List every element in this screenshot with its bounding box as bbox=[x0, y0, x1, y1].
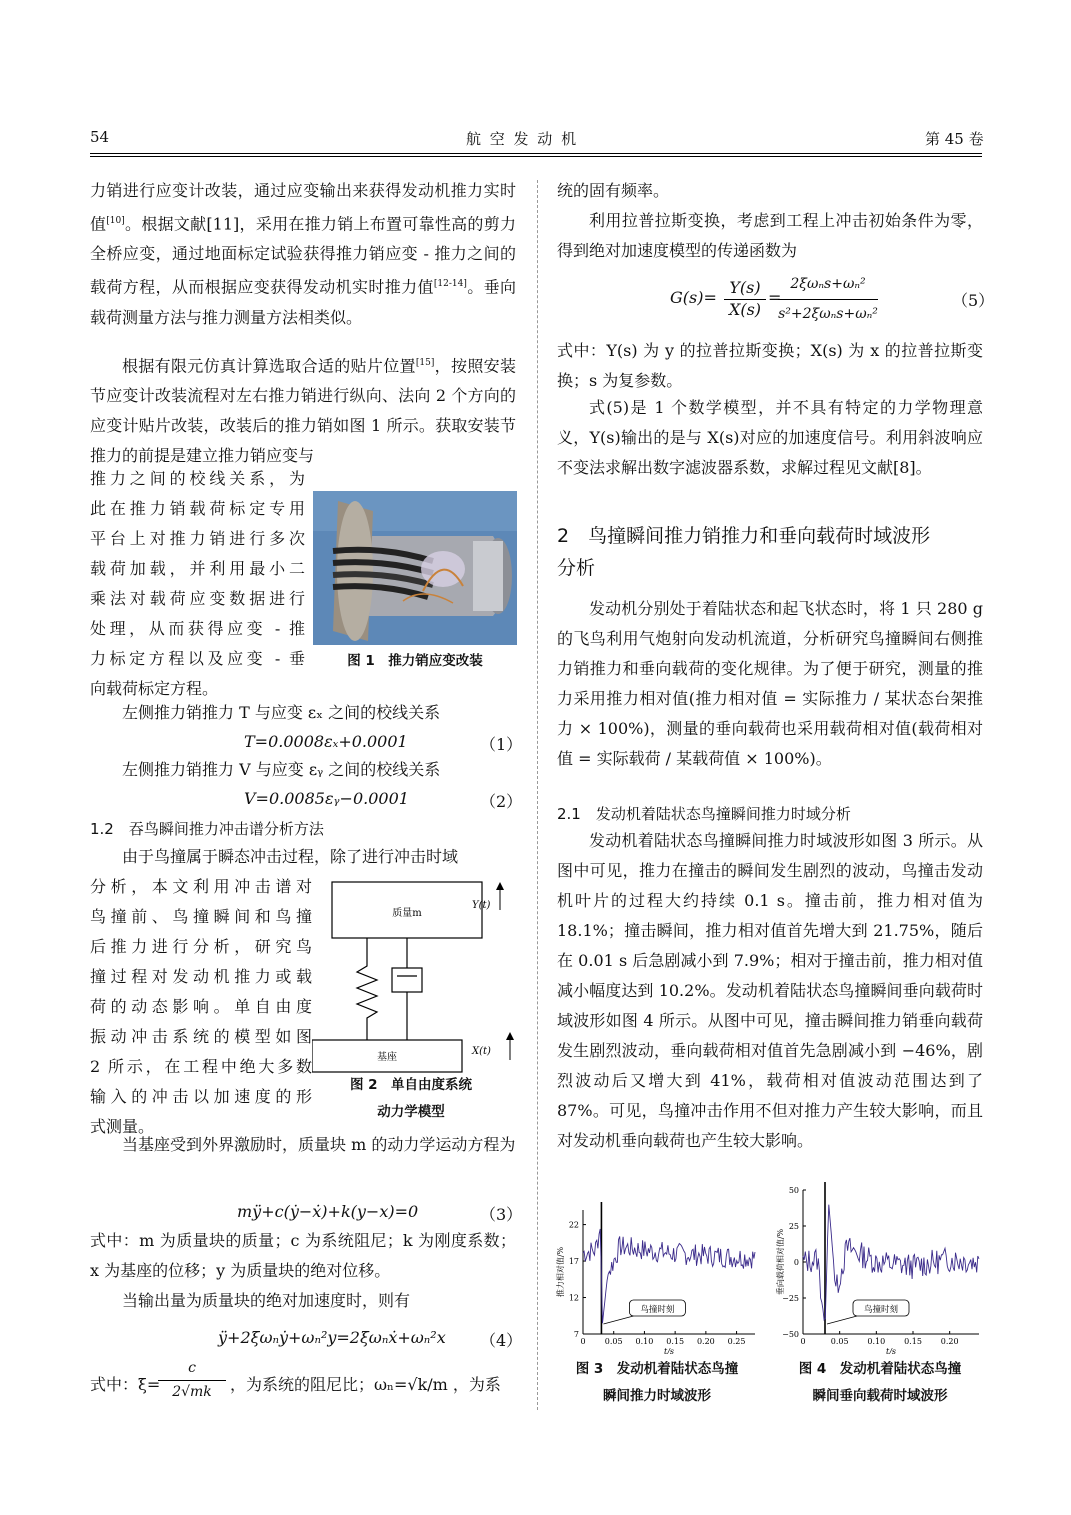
section-2-1-heading: 2.1 发动机着陆状态鸟撞瞬间推力时域分析 bbox=[557, 805, 851, 823]
x-tick-label: 0.15 bbox=[904, 1337, 922, 1346]
left-para-3-line-2: 后推力进行分析，研究鸟 bbox=[90, 937, 312, 956]
left-para-2-wrap bbox=[90, 464, 305, 704]
x-tick-label: 0.10 bbox=[635, 1337, 654, 1346]
fig2-x-label: X(t) bbox=[472, 1046, 491, 1057]
equation-2-number: （2） bbox=[480, 792, 523, 811]
left-para-5: 式中：m 为质量块的质量；c 为系统阻尼；k 为刚度系数；x 为基座的位移；y 为质量块的绝对位移。 bbox=[90, 1231, 516, 1280]
x-tick-label: 0.20 bbox=[696, 1337, 715, 1346]
right-para-6: 发动机着陆状态鸟撞瞬间推力时域波形如图 3 所示。从图中可见，推力在撞击的瞬间发生剧烈的波动，鸟撞击发动机叶片的过程大约持续 0.1 s。撞击前，推力相对值为 18.1%；撞击瞬间，推力相对值首先增大到 21.75%，随后在 0.01 s 后急剧减小到 7.9%；相对于撞击前，推力相对值减小幅度达到 10.2%。发动机着陆状态鸟撞瞬间垂向载荷时域波形如图 4 所示。从图中可见，撞击瞬间推力销垂向载荷发生剧烈波动，垂向载荷相对值首先急剧减小到 −46%，剧烈波动后又增大到 41%，载荷相对值波动范围达到了 87%。可见，鸟撞冲击作用不但对推力产生较大影响，而且对发动机垂向载荷也产生较大影响。 bbox=[557, 831, 983, 1150]
y-tick-label: 12 bbox=[568, 1293, 579, 1303]
left-para-2-line-2: 平台上对推力销进行多次 bbox=[90, 529, 305, 548]
equation-1: T=0.0008εₓ+0.0001 bbox=[244, 732, 408, 751]
equation-4: ÿ+2ξωₙẏ+ωₙ²y=2ξωₙẋ+ωₙ²x bbox=[218, 1328, 446, 1347]
x-tick-label: 0.20 bbox=[940, 1337, 959, 1346]
eq1-intro: 左侧推力销推力 T 与应变 εₓ 之间的校线关系 bbox=[122, 703, 441, 722]
x-tick-label: 0 bbox=[800, 1337, 806, 1346]
annotation-label: 鸟撞时刻 bbox=[640, 1305, 675, 1315]
x-tick-label: 0.05 bbox=[830, 1337, 849, 1346]
left-para-3-line-7: 输入的冲击以加速度的形 bbox=[90, 1087, 312, 1106]
left-para-3-line-6: 2 所示，在工程中绝大多数 bbox=[90, 1057, 312, 1076]
left-para-3-line-4: 荷的动态影响。单自由度 bbox=[90, 997, 312, 1016]
y-axis-label: 推力相对值/% bbox=[556, 1246, 565, 1298]
page-number: 54 bbox=[90, 128, 110, 146]
right-para-2: 利用拉普拉斯变换，考虑到工程上冲击初始条件为零，得到绝对加速度模型的传递函数为 bbox=[557, 211, 983, 260]
left-para-3-line-1: 鸟撞前、鸟撞瞬间和鸟撞 bbox=[90, 907, 312, 926]
y-tick-label: 0 bbox=[793, 1258, 799, 1267]
eq2-intro: 左侧推力销推力 V 与应变 εᵧ 之间的校线关系 bbox=[122, 760, 441, 779]
left-para-2-line-6: 力标定方程以及应变 - 垂 bbox=[90, 649, 305, 668]
x-axis-label: t/s bbox=[663, 1347, 675, 1354]
left-para-3-line-3: 撞过程对发动机推力或载 bbox=[90, 967, 312, 986]
figure-1-photo bbox=[313, 491, 517, 645]
x-axis-label: t/s bbox=[885, 1347, 897, 1354]
volume-label: 第 45 卷 bbox=[925, 130, 984, 148]
left-para-4: 当基座受到外界激励时，质量块 m 的动力学运动方程为 bbox=[122, 1135, 516, 1154]
x-tick-label: 0.05 bbox=[604, 1337, 623, 1346]
figure-4-caption: 图 4 发动机着陆状态鸟撞 瞬间垂向载荷时域波形 bbox=[798, 1361, 962, 1404]
y-tick-label: 7 bbox=[573, 1330, 579, 1339]
figure-4-chart bbox=[765, 1182, 983, 1354]
right-para-4: 式(5)是 1 个数学模型，并不具有特定的力学物理意义，Y(s)输出的是与 X(s)对应的加速度信号。利用斜波响应不变法求解出数字滤波器系数，求解过程见文献[8]。 bbox=[557, 398, 983, 477]
equation-1-number: （1） bbox=[480, 735, 523, 754]
left-para-2-line-1: 此在推力销载荷标定专用 bbox=[90, 499, 305, 518]
annotation-pointer bbox=[827, 1316, 857, 1324]
figure-1-caption: 图 1 推力销应变改装 bbox=[347, 653, 483, 669]
x-tick-label: 0.25 bbox=[727, 1337, 746, 1346]
left-para-3-wrap bbox=[90, 872, 312, 1142]
left-para-7: 式中：ξ= c 2√mk ，为系统的阻尼比；ωₙ=√k/m ，为系 bbox=[90, 1360, 501, 1400]
header-rule-2 bbox=[90, 156, 982, 157]
fig2-base-label: 基座 bbox=[377, 1052, 397, 1063]
left-para-6: 当输出量为质量块的绝对加速度时，则有 bbox=[122, 1291, 411, 1310]
annotation-pointer bbox=[603, 1316, 633, 1324]
left-para-3-line-0: 分析，本文利用冲击谱对 bbox=[90, 877, 312, 896]
left-para-2-line-3: 载荷加载，并利用最小二 bbox=[90, 559, 305, 578]
y-tick-label: −25 bbox=[782, 1294, 799, 1303]
y-tick-label: −50 bbox=[782, 1330, 799, 1339]
x-tick-label: 0.10 bbox=[867, 1337, 886, 1346]
fig2-mass-label: 质量m bbox=[392, 908, 422, 919]
y-tick-label: 25 bbox=[788, 1222, 799, 1231]
left-para-2-line-5: 处理，从而获得应变 - 推 bbox=[90, 619, 305, 638]
header-rule-1 bbox=[90, 153, 982, 154]
figure-2-caption: 图 2 单自由度系统 动力学模型 bbox=[349, 1077, 473, 1120]
left-para-3-line-5: 振动冲击系统的模型如图 bbox=[90, 1027, 312, 1046]
equation-5-number: （5） bbox=[952, 291, 995, 310]
right-para-5: 发动机分别处于着陆状态和起飞状态时，将 1 只 280 g 的飞鸟利用气炮射向发动机流道，分析研究鸟撞瞬间右侧推力销推力和垂向载荷的变化规律。为了便于研究，测量的推力采用推力相对值(推力相对值 = 实际推力 / 某状态台架推力 × 100%)，测量的垂向载荷也采用载荷相对值(载荷相对值 = 实际载荷 / 某载荷值 × 100%)。 bbox=[557, 599, 983, 768]
y-tick-label: 50 bbox=[788, 1186, 799, 1195]
column-divider bbox=[537, 180, 538, 1410]
equation-5: G(s)= Y(s) X(s) = 2ξωₙs+ωₙ² s²+2ξωₙs+ωₙ² （5） bbox=[670, 276, 995, 322]
left-para-3-line-8: 式测量。 bbox=[90, 1117, 155, 1136]
x-tick-label: 0 bbox=[580, 1337, 586, 1346]
left-para-2-line-4: 乘法对载荷应变数据进行 bbox=[90, 589, 305, 608]
section-1-2-heading: 1.2 吞鸟瞬间推力冲击谱分析方法 bbox=[90, 820, 324, 838]
left-para-1: 力销进行应变计改装，通过应变输出来获得发动机推力实时值[10]。根据文献[11]，采用在推力销上布置可靠性高的剪力全桥应变，通过地面标定试验获得推力销应变 - 推力之间的载荷方程，从而根据应变获得发动机实时推力值[12-14]。垂向载荷测量方法与推力测量方法相类似。 bbox=[90, 181, 516, 327]
left-para-2-line-7: 向载荷标定方程。 bbox=[90, 679, 219, 698]
figure-3-chart bbox=[555, 1182, 765, 1354]
y-tick-label: 22 bbox=[568, 1220, 579, 1230]
equation-2: V=0.0085εᵧ−0.0001 bbox=[244, 789, 409, 808]
right-para-3: 式中：Y(s) 为 y 的拉普拉斯变换；X(s) 为 x 的拉普拉斯变换；s 为复参数。 bbox=[557, 341, 983, 390]
left-para-2: 根据有限元仿真计算选取合适的贴片位置[15]，按照安装节应变计改装流程对左右推力销进行纵向、法向 2 个方向的应变计贴片改装，改装后的推力销如图 1 所示。获取安装节推力的前提是建立推力销应变与 bbox=[90, 356, 516, 466]
left-para-3-first: 由于鸟撞属于瞬态冲击过程，除了进行冲击时域 bbox=[122, 847, 459, 866]
fig2-y-label: Y(t) bbox=[472, 900, 491, 911]
figure-2-diagram bbox=[312, 876, 522, 1076]
journal-title: 航 空 发 动 机 bbox=[466, 130, 579, 148]
section-2-heading: 2 鸟撞瞬间推力销推力和垂向载荷时域波形 分析 bbox=[557, 525, 931, 579]
equation-3: mÿ+c(ẏ−ẋ)+k(y−x)=0 bbox=[237, 1202, 419, 1221]
x-tick-label: 0.15 bbox=[666, 1337, 685, 1346]
y-tick-label: 17 bbox=[568, 1257, 579, 1267]
y-axis-label: 垂向载荷相对值/% bbox=[776, 1228, 785, 1296]
equation-3-number: （3） bbox=[480, 1205, 523, 1224]
annotation-label: 鸟撞时刻 bbox=[863, 1305, 899, 1315]
equation-4-number: （4） bbox=[480, 1331, 523, 1350]
figure-3-caption: 图 3 发动机着陆状态鸟撞 瞬间推力时域波形 bbox=[575, 1361, 739, 1404]
left-para-2-line-0: 推力之间的校线关系，为 bbox=[90, 469, 305, 488]
right-para-1: 统的固有频率。 bbox=[557, 181, 670, 200]
